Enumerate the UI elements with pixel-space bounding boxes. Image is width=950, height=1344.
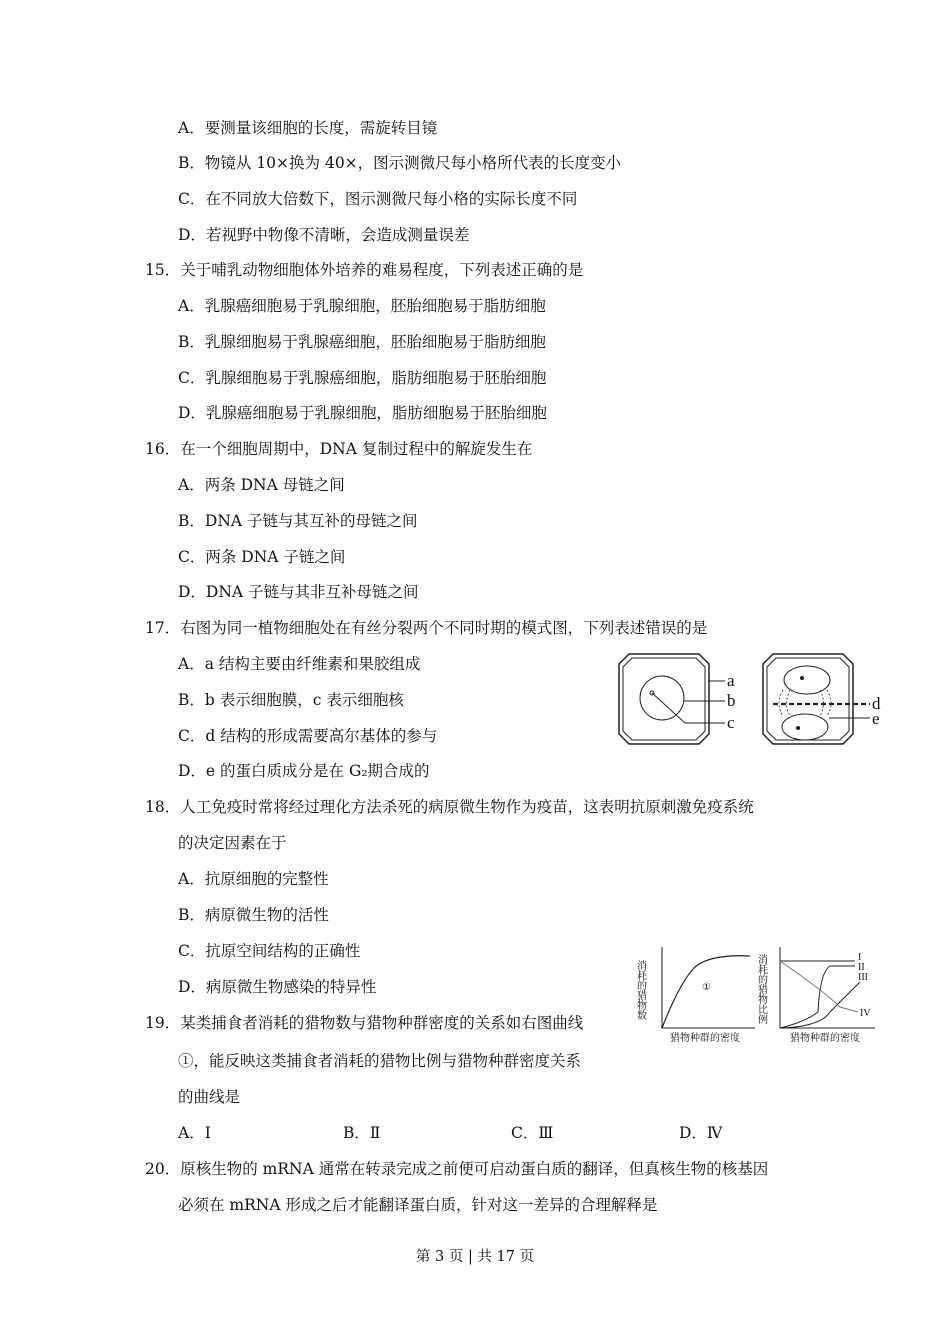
answer-option: A．抗原细胞的完整性 (178, 870, 329, 888)
answer-option: D．DNA 子链与其非互补母链之间 (178, 583, 419, 601)
curve-1-label: ① (702, 982, 711, 993)
answer-option: B．b 表示细胞膜，c 表示细胞核 (178, 691, 404, 709)
label-d: d (872, 694, 881, 713)
answer-option: 的曲线是 (178, 1088, 241, 1106)
answer-option: C．乳腺细胞易于乳腺癌细胞，脂肪细胞易于胚胎细胞 (178, 369, 547, 387)
answer-option: 的决定因素在于 (178, 834, 287, 852)
curve-I-label: I (858, 952, 862, 963)
answer-option: B．病原微生物的活性 (178, 906, 329, 924)
answer-option: A．要测量该细胞的长度，需旋转目镜 (178, 119, 438, 137)
answer-option: ①，能反映这类捕食者消耗的猎物比例与猎物种群密度关系 (178, 1052, 582, 1070)
answer-option: D．若视野中物像不清晰，会造成测量误差 (178, 226, 470, 244)
answer-option: B．乳腺细胞易于乳腺癌细胞，胚胎细胞易于脂肪细胞 (178, 333, 546, 351)
q19-option: C．Ⅲ (511, 1124, 554, 1142)
label-c: c (727, 713, 735, 732)
answer-option: D．病原微生物感染的特异性 (178, 978, 377, 996)
right-xlabel: 猎物种群的密度 (790, 1033, 860, 1044)
right-ylabel: 消耗的猎物比例 (755, 954, 767, 1024)
q19-option: B．Ⅱ (343, 1124, 381, 1142)
answer-option: C．d 结构的形成需要高尔基体的参与 (178, 727, 438, 745)
page-footer: 第 3 页 | 共 17 页 (415, 1249, 535, 1265)
answer-option: A．a 结构主要由纤维素和果胶组成 (178, 655, 421, 673)
q19-option: D．Ⅳ (679, 1124, 723, 1142)
answer-option: D．e 的蛋白质成分是在 G₂期合成的 (178, 762, 430, 780)
question-stem: 17．右图为同一植物细胞处在有丝分裂两个不同时期的模式图，下列表述错误的是 (145, 619, 708, 637)
curve-II-label: II (858, 962, 865, 973)
answer-option: B．物镜从 10×换为 40×，图示测微尺每小格所代表的长度变小 (178, 154, 622, 172)
label-a: a (727, 671, 735, 690)
left-ylabel: 消耗的猎物数 (634, 960, 646, 1020)
label-e: e (872, 709, 880, 728)
answer-option: C．在不同放大倍数下，图示测微尺每小格的实际长度不同 (178, 190, 578, 208)
mitosis-cell-diagram (615, 648, 885, 753)
q19-option: A．Ⅰ (178, 1124, 211, 1142)
left-xlabel: 猎物种群的密度 (670, 1033, 740, 1044)
answer-option: B．DNA 子链与其互补的母链之间 (178, 512, 418, 530)
answer-option: A．两条 DNA 母链之间 (178, 476, 345, 494)
question-stem: 16．在一个细胞周期中，DNA 复制过程中的解旋发生在 (145, 440, 533, 458)
question-stem: 20．原核生物的 mRNA 通常在转录完成之前便可启动蛋白质的翻译，但真核生物的核基因 (145, 1160, 769, 1178)
answer-option: C．两条 DNA 子链之间 (178, 548, 346, 566)
answer-option: D．乳腺癌细胞易于乳腺细胞，脂肪细胞易于胚胎细胞 (178, 404, 547, 422)
question-stem: 19．某类捕食者消耗的猎物数与猎物种群密度的关系如右图曲线 (145, 1014, 584, 1032)
curve-III-label: III (858, 972, 868, 983)
predation-graphs (630, 942, 885, 1047)
question-continuation: 必须在 mRNA 形成之后才能翻译蛋白质，针对这一差异的合理解释是 (178, 1196, 658, 1214)
label-b: b (727, 691, 736, 710)
curve-IV-label: IV (860, 1008, 871, 1019)
answer-option: A．乳腺癌细胞易于乳腺细胞，胚胎细胞易于脂肪细胞 (178, 297, 546, 315)
answer-option: C．抗原空间结构的正确性 (178, 942, 361, 960)
question-stem: 15．关于哺乳动物细胞体外培养的难易程度，下列表述正确的是 (145, 261, 584, 279)
question-stem: 18．人工免疫时常将经过理化方法杀死的病原微生物作为疫苗，这表明抗原刺激免疫系统 (145, 798, 754, 816)
